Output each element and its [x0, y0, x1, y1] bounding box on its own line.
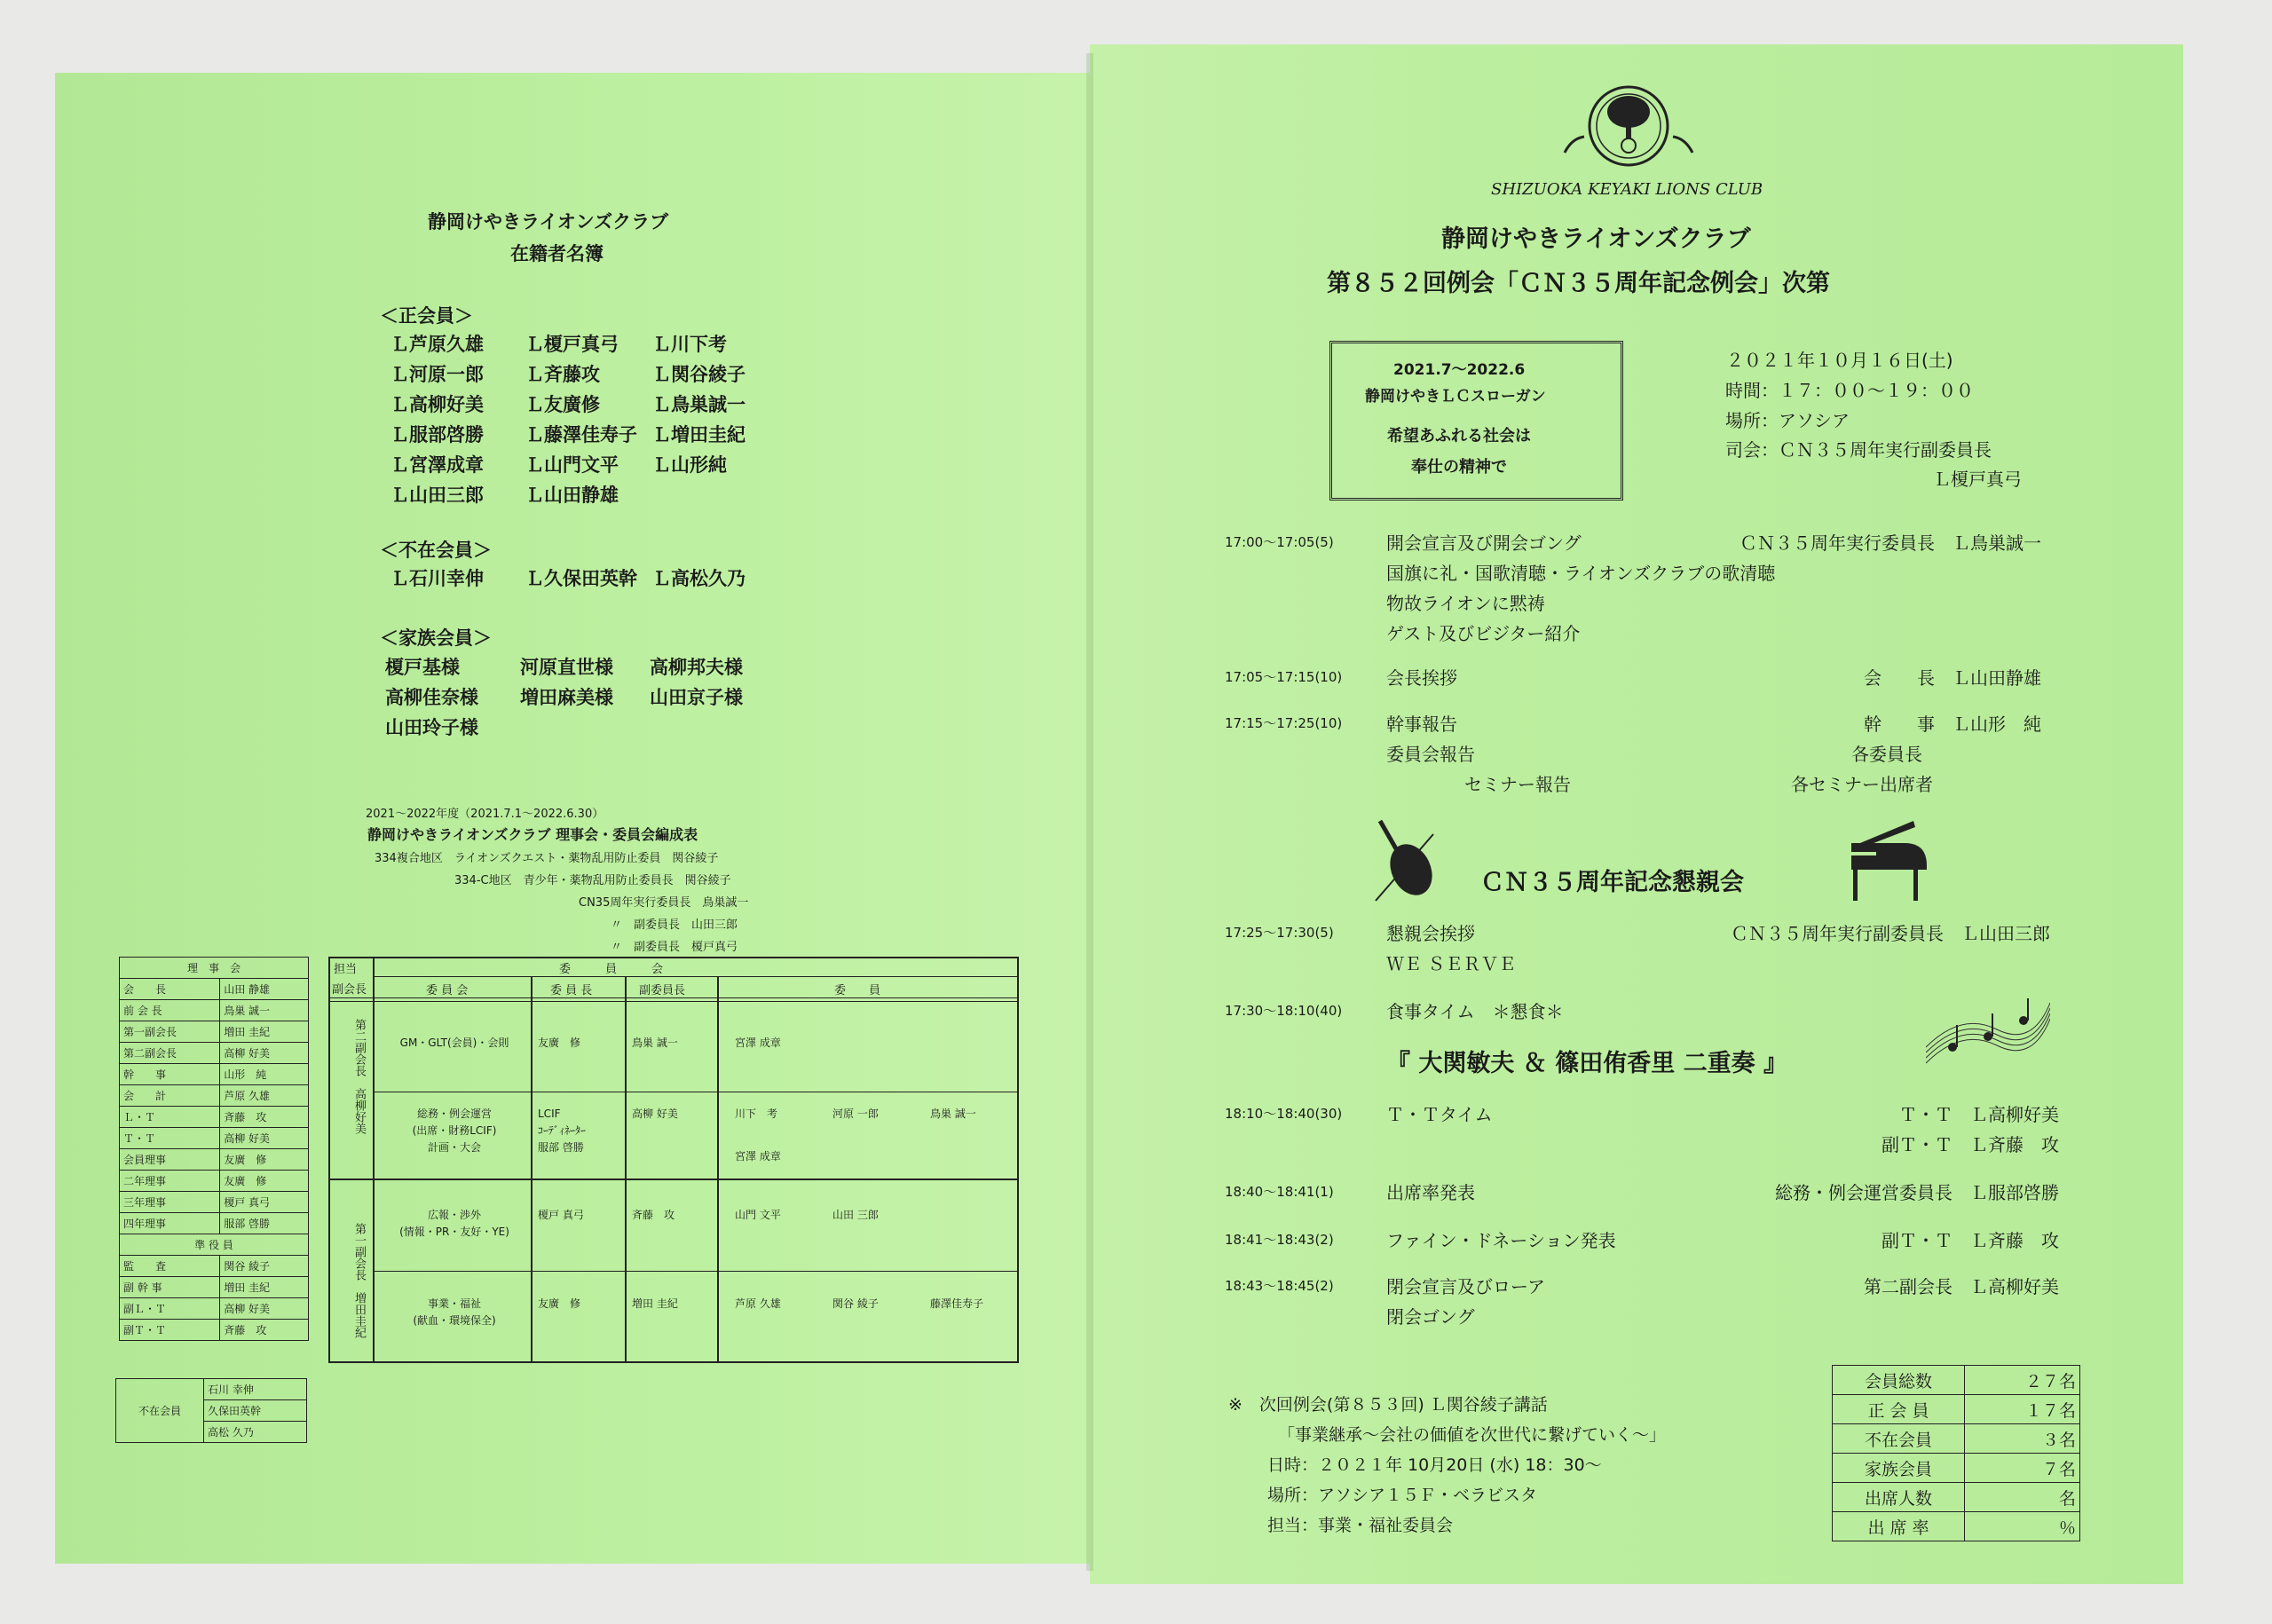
board-name: 斉藤 攻	[220, 1107, 309, 1128]
committee-cell: 広報・渉外 (情報・PR・友好・YE)	[399, 1209, 509, 1238]
family-member-name: 高柳邦夫様	[650, 657, 743, 678]
committee-cell: 増田 圭紀	[632, 1297, 678, 1310]
committee-cell: GM・GLT(会員)・会則	[399, 1037, 509, 1049]
member-name: Ｌ増田圭紀	[652, 424, 746, 445]
violin-icon	[1371, 816, 1442, 905]
program-person: 副Ｔ・Ｔ Ｌ斉藤 攻	[1882, 1230, 2059, 1251]
absent-label: 不在会員	[116, 1379, 204, 1443]
sub-board-role: 副 幹 事	[120, 1277, 220, 1298]
committee-col-fuku: 副会長	[332, 983, 367, 997]
program-item: 委員会報告	[1386, 744, 1475, 765]
absent-member-name: Ｌ石川幸伸	[390, 568, 484, 589]
program-item: 物故ライオンに黙祷	[1386, 593, 1545, 614]
board-name: 服部 啓勝	[220, 1213, 309, 1234]
program-item: Ｔ・Ｔタイム	[1386, 1104, 1493, 1125]
absent-table	[115, 1378, 307, 1443]
table-rule	[328, 1001, 1017, 1002]
absent-table-name: 高松 久乃	[204, 1422, 307, 1443]
board-table	[119, 957, 309, 1341]
member-name: Ｌ友廣修	[525, 394, 600, 415]
table-rule	[373, 957, 375, 1361]
board-role: 会員理事	[120, 1149, 220, 1171]
board-role: 二年理事	[120, 1171, 220, 1192]
table-rule	[717, 976, 719, 1361]
board-name: 友廣 修	[220, 1149, 309, 1171]
music-notes-icon	[1926, 994, 2050, 1074]
program-time: 17:00～17:05(5)	[1225, 534, 1334, 550]
table-rule	[1017, 957, 1019, 1363]
board-name: 高柳 好美	[220, 1128, 309, 1149]
program-time: 18:43～18:45(2)	[1225, 1278, 1334, 1294]
org-line: 〃 副委員長 山田三郎	[611, 918, 738, 932]
absent-member-name: Ｌ高松久乃	[652, 568, 746, 589]
program-person: ＣＮ３５周年実行委員長 Ｌ鳥巣誠一	[1740, 532, 2041, 554]
program-time: 17:15～17:25(10)	[1225, 715, 1343, 731]
table-rule	[328, 1179, 1017, 1180]
board-role: Ｌ・Ｔ	[120, 1107, 220, 1128]
table-rule	[625, 976, 627, 1361]
board-role: 第二副会長	[120, 1043, 220, 1064]
member-name: Ｌ山田三郎	[390, 485, 484, 506]
program-time: 18:41～18:43(2)	[1225, 1232, 1334, 1248]
program-item: ゲスト及びビジター紹介	[1386, 623, 1581, 644]
board-name: 友廣 修	[220, 1171, 309, 1192]
table-rule	[531, 976, 532, 1361]
program-item: 閉会ゴング	[1386, 1306, 1475, 1328]
meeting-mc-name: Ｌ榎戸真弓	[1933, 469, 2022, 490]
meeting-mc: 司会：ＣＮ３５周年実行副委員長	[1725, 439, 1992, 461]
program-person: 幹 事 Ｌ山形 純	[1864, 713, 2041, 735]
meeting-time: 時間：１７：００～１９：００	[1725, 380, 1974, 401]
committee-cell: LCIF ｺｰﾃﾞｨﾈｰﾀｰ 服部 啓勝	[538, 1108, 587, 1154]
committee-cell: 山門 文平	[735, 1209, 781, 1221]
board-name: 山形 純	[220, 1064, 309, 1085]
meeting-date: ２０２１年１０月１６日(土)	[1726, 350, 1953, 371]
committee-head: 委 員 会	[426, 984, 469, 997]
member-name: Ｌ山門文平	[525, 454, 619, 476]
program-item: 幹事報告	[1386, 713, 1457, 735]
page-fold	[1086, 53, 1093, 1571]
committee-cell: 斉藤 攻	[632, 1209, 675, 1221]
committee-col-iin: 委 員 会	[559, 963, 664, 976]
table-rule	[328, 1361, 1017, 1363]
program-person: Ｔ・Ｔ Ｌ高柳好美	[1899, 1104, 2059, 1125]
committee-col-tanto: 担当	[334, 963, 358, 976]
member-name: Ｌ河原一郎	[390, 364, 484, 385]
board-role: 会 計	[120, 1085, 220, 1107]
board-name: 芦原 久雄	[220, 1085, 309, 1107]
sub-board-name: 増田 圭紀	[220, 1277, 309, 1298]
board-name: 増田 圭紀	[220, 1021, 309, 1043]
stats-label: 家族会員	[1833, 1454, 1965, 1483]
program-time: 18:40～18:41(1)	[1225, 1184, 1334, 1200]
table-rule	[373, 976, 1017, 977]
roster-title: 静岡けやきライオンズクラブ	[428, 211, 669, 233]
board-role: 会 長	[120, 979, 220, 1000]
program-person: 総務・例会運営委員長 Ｌ服部啓勝	[1775, 1182, 2059, 1203]
slogan-period: 2021.7～2022.6	[1393, 361, 1526, 379]
program-title-2: 第８５２回例会「ＣＮ３５周年記念例会」次第	[1327, 270, 1830, 297]
attendance-stats	[1832, 1365, 2080, 1541]
member-name: Ｌ山田静雄	[525, 485, 619, 506]
member-name: Ｌ高柳好美	[390, 394, 484, 415]
committee-cell: 関谷 綾子	[832, 1297, 879, 1310]
family-member-name: 山田玲子様	[385, 717, 478, 738]
committee-cell: 友廣 修	[538, 1297, 581, 1310]
stats-value: ％	[1965, 1512, 2080, 1541]
committee-cell: 藤澤佳寿子	[930, 1297, 984, 1310]
member-name: Ｌ芦原久雄	[390, 334, 484, 355]
program-item: 閉会宣言及びローア	[1386, 1276, 1545, 1297]
family-member-name: 山田京子様	[650, 687, 743, 708]
absent-table-name: 石川 幸伸	[204, 1379, 307, 1400]
program-item: 食事タイム ＊懇食＊	[1386, 1001, 1564, 1022]
committee-cell: 榎戸 真弓	[538, 1209, 584, 1221]
org-line: 〃 副委員長 榎戸真弓	[611, 941, 738, 954]
org-line: 334-C地区 青少年・薬物乱用防止委員長 関谷綾子	[454, 874, 731, 887]
committee-cell: 鳥巣 誠一	[632, 1037, 678, 1049]
stats-label: 出席人数	[1833, 1483, 1965, 1512]
board-name: 榎戸 真弓	[220, 1192, 309, 1213]
program-person: 各セミナー出席者	[1791, 774, 1933, 795]
sub-board-name: 高柳 好美	[220, 1298, 309, 1320]
meeting-place: 場所：アソシア	[1725, 410, 1850, 431]
family-heading: ＜家族会員＞	[380, 627, 492, 649]
member-name: Ｌ宮澤成章	[390, 454, 484, 476]
next-meeting-line: 「事業継承～会社の価値を次世代に繋げていく～」	[1278, 1425, 1667, 1445]
program-item: ファイン・ドネーション発表	[1386, 1230, 1616, 1251]
committee-head: 委 員	[834, 984, 881, 997]
stats-label: 会員総数	[1833, 1366, 1965, 1395]
committee-cell: 総務・例会運営 (出席・財務LCIF) 計画・大会	[412, 1108, 497, 1154]
committee-cell: 山田 三郎	[832, 1209, 879, 1221]
table-rule	[328, 957, 1017, 958]
board-header: 理 事 会	[120, 958, 309, 979]
program-person: ＣＮ３５周年実行副委員長 Ｌ山田三郎	[1731, 923, 2050, 944]
program-title-1: 静岡けやきライオンズクラブ	[1441, 225, 1751, 253]
program-item: 出席率発表	[1386, 1182, 1475, 1203]
slogan-line-1: 希望あふれる社会は	[1387, 427, 1531, 445]
committee-head: 委 員 長	[550, 984, 593, 997]
next-meeting-line: 場所：アソシア１５Ｆ・ベラビスタ	[1267, 1486, 1538, 1505]
program-time: 17:05～17:15(10)	[1225, 669, 1343, 685]
regular-heading: ＜正会員＞	[380, 305, 473, 327]
logo-text: SHIZUOKA KEYAKI LIONS CLUB	[1491, 180, 1763, 199]
party-title: ＣＮ３５周年記念懇親会	[1480, 869, 1744, 896]
program-time: 17:25～17:30(5)	[1225, 925, 1334, 941]
stats-label: 出 席 率	[1833, 1512, 1965, 1541]
stats-value: ２７名	[1965, 1366, 2080, 1395]
next-meeting-line: 日時：２０２１年 10月20日 (水) 18：30～	[1267, 1455, 1602, 1475]
slogan-label: 静岡けやきＬＣスローガン	[1365, 388, 1546, 406]
lions-club-logo	[1558, 75, 1700, 172]
stats-value: １７名	[1965, 1395, 2080, 1424]
committee-cell: 宮澤 成章	[735, 1037, 781, 1049]
stats-label: 不在会員	[1833, 1424, 1965, 1454]
next-meeting-line: ※ 次回例会(第８５３回) Ｌ関谷綾子講話	[1228, 1395, 1548, 1415]
next-meeting-line: 担当：事業・福祉委員会	[1267, 1516, 1454, 1535]
absent-member-name: Ｌ久保田英幹	[525, 568, 637, 589]
table-rule	[328, 997, 1017, 998]
program-item: ＷＥ ＳＥＲＶＥ	[1386, 953, 1517, 974]
concert-title: 『 大関敏夫 ＆ 篠田侑香里 二重奏 』	[1386, 1050, 1787, 1077]
stats-value: ３名	[1965, 1424, 2080, 1454]
org-year: 2021～2022年度（2021.7.1～2022.6.30）	[366, 808, 604, 821]
program-item: 国旗に礼・国歌清聴・ライオンズクラブの歌清聴	[1386, 563, 1776, 584]
member-name: Ｌ斉藤攻	[525, 364, 600, 385]
board-name: 山田 静雄	[220, 979, 309, 1000]
table-rule	[373, 1271, 1017, 1272]
family-member-name: 増田麻美様	[520, 687, 613, 708]
board-name: 高柳 好美	[220, 1043, 309, 1064]
member-name: Ｌ川下考	[652, 334, 727, 355]
program-item: セミナー報告	[1464, 774, 1571, 795]
sub-board-role: 副Ｔ・Ｔ	[120, 1320, 220, 1341]
member-name: Ｌ山形純	[652, 454, 727, 476]
piano-icon	[1842, 816, 1931, 905]
program-person: 第二副会長 Ｌ高柳好美	[1864, 1276, 2059, 1297]
committee-cell: 事業・福祉 (献血・環境保全)	[413, 1297, 496, 1327]
board-role: 第一副会長	[120, 1021, 220, 1043]
program-time: 18:10～18:40(30)	[1225, 1106, 1343, 1122]
sub-board-header: 準 役 員	[120, 1234, 309, 1256]
sub-board-name: 斉藤 攻	[220, 1320, 309, 1341]
committee-group-2: 第一副会長 増田圭紀	[352, 1223, 366, 1338]
committee-cell: 高柳 好美	[632, 1108, 678, 1120]
board-role: 三年理事	[120, 1192, 220, 1213]
program-time: 17:30～18:10(40)	[1225, 1003, 1343, 1019]
board-role: Ｔ・Ｔ	[120, 1128, 220, 1149]
committee-cell: 川下 考	[735, 1108, 778, 1120]
sub-board-role: 副Ｌ・Ｔ	[120, 1298, 220, 1320]
committee-cell: 河原 一郎	[832, 1108, 879, 1120]
org-line: 334複合地区 ライオンズクエスト・薬物乱用防止委員 関谷綾子	[375, 852, 719, 865]
member-name: Ｌ鳥巣誠一	[652, 394, 746, 415]
member-name: Ｌ藤澤佳寿子	[525, 424, 637, 445]
sub-board-name: 関谷 綾子	[220, 1256, 309, 1277]
family-member-name: 高柳佳奈様	[385, 687, 478, 708]
member-name: Ｌ関谷綾子	[652, 364, 746, 385]
board-name: 鳥巣 誠一	[220, 1000, 309, 1021]
committee-cell: 鳥巣 誠一	[930, 1108, 976, 1120]
program-person: 副Ｔ・Ｔ Ｌ斉藤 攻	[1882, 1134, 2059, 1155]
committee-head: 副委員長	[639, 984, 686, 997]
slogan-line-2: 奉仕の精神で	[1411, 458, 1507, 477]
committee-cell: 宮澤 成章	[735, 1150, 781, 1163]
stats-value: 名	[1965, 1483, 2080, 1512]
program-item: 会長挨拶	[1386, 667, 1457, 689]
absent-heading: ＜不在会員＞	[380, 540, 492, 561]
table-rule	[328, 957, 330, 1363]
stats-value: ７名	[1965, 1454, 2080, 1483]
program-item: 開会宣言及び開会ゴング	[1386, 532, 1582, 554]
program-person: 各委員長	[1851, 744, 1922, 765]
board-role: 幹 事	[120, 1064, 220, 1085]
program-person: 会 長 Ｌ山田静雄	[1864, 667, 2041, 689]
committee-cell: 友廣 修	[538, 1037, 581, 1049]
program-item: 懇親会挨拶	[1386, 923, 1475, 944]
member-name: Ｌ服部啓勝	[390, 424, 484, 445]
roster-subtitle: 在籍者名簿	[510, 243, 604, 264]
board-role: 四年理事	[120, 1213, 220, 1234]
stats-label: 正 会 員	[1833, 1395, 1965, 1424]
board-role: 前 会 長	[120, 1000, 220, 1021]
committee-cell: 芦原 久雄	[735, 1297, 781, 1310]
sub-board-role: 監 査	[120, 1256, 220, 1277]
org-line: CN35周年実行委員長 鳥巣誠一	[579, 896, 749, 910]
absent-table-name: 久保田英幹	[204, 1400, 307, 1422]
committee-group-1: 第二副会長 高柳好美	[352, 1019, 366, 1134]
org-title: 静岡けやきライオンズクラブ 理事会・委員会編成表	[367, 826, 698, 843]
family-member-name: 榎戸基様	[385, 657, 460, 678]
family-member-name: 河原直世様	[520, 657, 613, 678]
member-name: Ｌ榎戸真弓	[525, 334, 619, 355]
